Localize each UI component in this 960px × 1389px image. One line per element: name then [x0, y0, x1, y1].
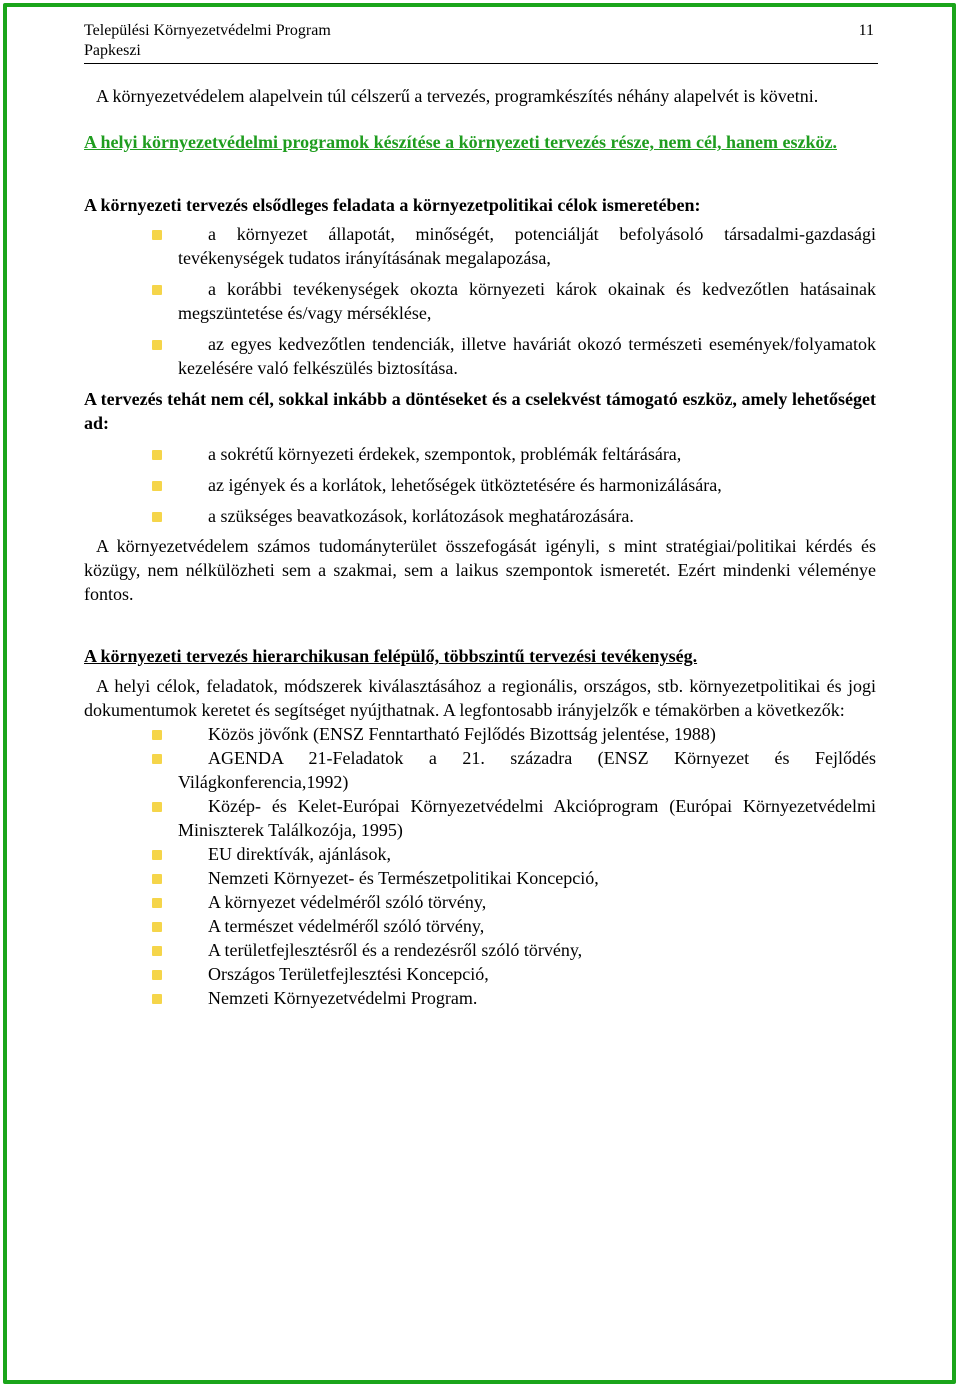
- task-list: [84, 222, 876, 380]
- bullet-square-icon: [152, 230, 162, 240]
- bullet-square-icon: [152, 450, 162, 460]
- list-item: a környezet állapotát, minőségét, potenciálját befolyásoló társadalmi-gazdasági tevékenységek tudatos irányításának megalapozása,: [178, 222, 876, 270]
- list-item: A területfejlesztésről és a rendezésről szóló törvény,: [178, 938, 876, 962]
- list-item: Nemzeti Környezetvédelmi Program.: [178, 986, 876, 1010]
- list-item: EU direktívák, ajánlások,: [178, 842, 876, 866]
- bullet-square-icon: [152, 994, 162, 1004]
- header-subtitle: Papkeszi: [84, 42, 141, 59]
- page-header: [84, 21, 878, 64]
- tool-heading: A tervezés tehát nem cél, sokkal inkább a döntéseket és a cselekvést támogató eszköz, amely lehetőséget ad:: [84, 389, 876, 433]
- bullet-square-icon: [152, 850, 162, 860]
- intro-paragraph: A környezetvédelem alapelvein túl célszerű a tervezés, programkészítés néhány alapelvét is követni.: [96, 86, 819, 106]
- bullet-square-icon: [152, 970, 162, 980]
- page-content: [84, 84, 876, 1010]
- list-item: A környezet védelméről szóló törvény,: [178, 890, 876, 914]
- green-statement: A helyi környezetvédelmi programok készítése a környezeti tervezés része, nem cél, hanem eszköz.: [84, 132, 837, 152]
- list-item: Közös jövőnk (ENSZ Fenntartható Fejlődés Bizottság jelentése, 1988): [178, 722, 876, 746]
- task-heading: A környezeti tervezés elsődleges feladata a környezetpolitikai célok ismeretében:: [84, 195, 701, 215]
- list-item: Nemzeti Környezet- és Természetpolitikai Koncepció,: [178, 866, 876, 890]
- bullet-square-icon: [152, 874, 162, 884]
- bullet-square-icon: [152, 754, 162, 764]
- list-item: az egyes kedvezőtlen tendenciák, illetve haváriát okozó természeti események/folyamatok kezelésére való felkészülés biztosítása.: [178, 332, 876, 380]
- hierarchy-heading: A környezeti tervezés hierarchikusan felépülő, többszintű tervezési tevékenység.: [84, 646, 698, 666]
- bullet-square-icon: [152, 285, 162, 295]
- bullet-square-icon: [152, 730, 162, 740]
- list-item: a korábbi tevékenységek okozta környezeti károk okainak és kedvezőtlen hatásainak megszüntetése és/vagy mérséklése,: [178, 277, 876, 325]
- list-item: az igények és a korlátok, lehetőségek ütköztetésére és harmonizálására,: [178, 473, 876, 497]
- bullet-square-icon: [152, 922, 162, 932]
- bullet-square-icon: [152, 898, 162, 908]
- bullet-square-icon: [152, 802, 162, 812]
- bullet-square-icon: [152, 481, 162, 491]
- list-item: Országos Területfejlesztési Koncepció,: [178, 962, 876, 986]
- bullet-square-icon: [152, 946, 162, 956]
- tool-list: [84, 442, 876, 528]
- list-item: a szükséges beavatkozások, korlátozások meghatározására.: [178, 504, 876, 528]
- bullet-square-icon: [152, 340, 162, 350]
- reference-list: [84, 722, 876, 1010]
- paragraph-3: A helyi célok, feladatok, módszerek kiválasztásához a regionális, országos, stb. környezetpolitikai és jogi dokumentumok keretet és segítséget nyújthatnak. A legfontosabb irányjelzők e témakörben a következők:: [84, 676, 876, 720]
- list-item: AGENDA 21-Feladatok a 21. századra (ENSZ Környezet és Fejlődés Világkonferencia,1992): [178, 746, 876, 794]
- header-title: Települési Környezetvédelmi Program: [84, 22, 331, 39]
- bullet-square-icon: [152, 512, 162, 522]
- page-number: 11: [858, 22, 874, 39]
- list-item: A természet védelméről szóló törvény,: [178, 914, 876, 938]
- list-item: a sokrétű környezeti érdekek, szempontok, problémák feltárására,: [178, 442, 876, 466]
- list-item: Közép- és Kelet-Európai Környezetvédelmi Akcióprogram (Európai Környezetvédelmi Miniszterek Találkozója, 1995): [178, 794, 876, 842]
- paragraph-2: A környezetvédelem számos tudományterület összefogását igényli, s mint stratégiai/politikai kérdés és közügy, nem nélkülözheti sem a szakmai, sem a laikus szempontok ismeretét. Ezért mindenki véleménye fontos.: [84, 536, 876, 604]
